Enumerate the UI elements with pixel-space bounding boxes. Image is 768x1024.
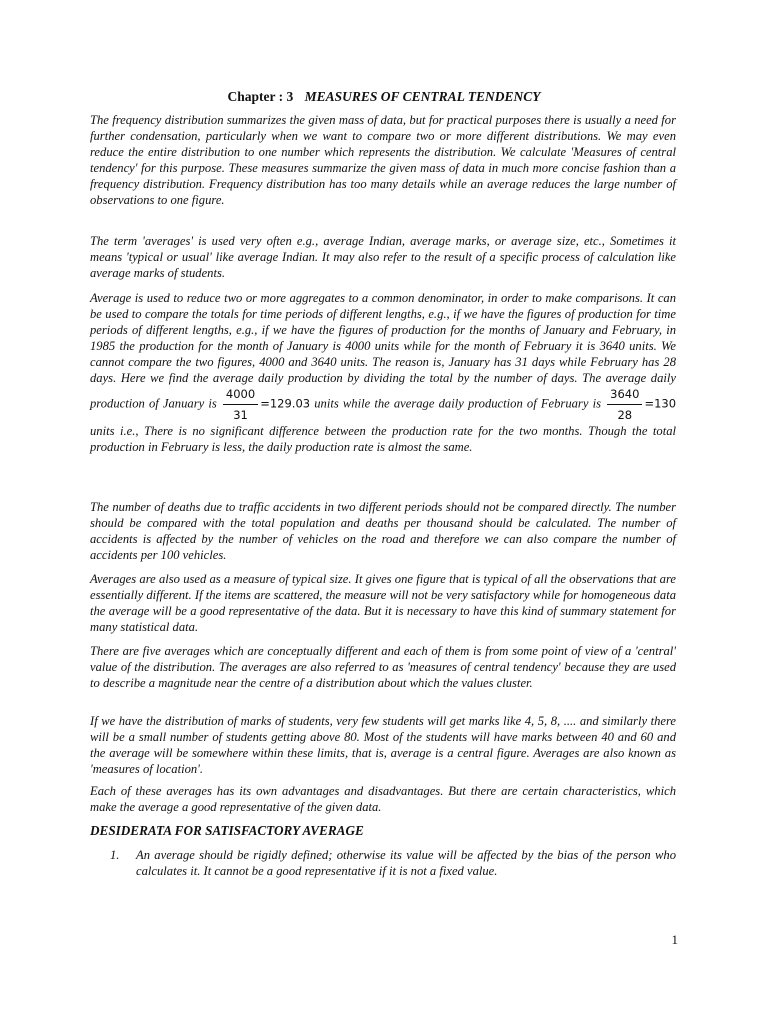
- fraction-february-numerator: 3640: [607, 386, 642, 405]
- paragraph-3-part-c: units i.e., There is no significant difference between the production rate for the two months. Though the total production in February is less, the daily production rate is almost the same.: [90, 424, 676, 454]
- chapter-title-text: MEASURES OF CENTRAL TENDENCY: [304, 89, 541, 104]
- fraction-january-result: =129.03: [260, 396, 311, 411]
- fraction-february-result: =130: [644, 396, 677, 411]
- paragraph-3-part-b: units while the average daily production of February is: [314, 396, 601, 411]
- chapter-title: [0, 89, 768, 105]
- paragraph-3-part-a: Average is used to reduce two or more aggregates to a common denominator, in order to make comparisons. It can be used to compare the totals for time periods of different lengths, e.g., if we have the figures of production for time periods of different lengths, e.g., if we have the figures of production for the months of January and February, in 1985 the production for the month of January is 4000 units while for the month of February it is 3640 units. We cannot compare the two figures, 4000 and 3640 units. The reason is, January has 31 days while February has 28 days. Here we find the average daily production by dividing the total by the number of days. The average daily production of January is: [90, 291, 676, 411]
- paragraph-3: [90, 290, 676, 455]
- fraction-february-denominator: 28: [617, 408, 633, 422]
- fraction-january-numerator: 4000: [223, 386, 258, 405]
- paragraph-7: If we have the distribution of marks of students, very few students will get marks like 4, 5, 8, .... and similarly there will be a small number of students getting above 80. Most of the students will have marks between 40 and 60 and the average will be somewhere within these limits, that is, average is a central figure. Averages are also known as 'measures of location'.: [90, 714, 676, 776]
- fraction-january: [223, 386, 258, 423]
- fraction-february: [607, 386, 642, 423]
- list-item: [110, 847, 676, 879]
- paragraph-8: Each of these averages has its own advantages and disadvantages. But there are certain characteristics, which make the average a good representative of the given data.: [90, 784, 676, 814]
- fraction-january-denominator: 31: [233, 408, 248, 422]
- paragraph-6: There are five averages which are conceptually different and each of them is from some point of view of a 'central' value of the distribution. The averages are also referred to as 'measures of central tendency' because they are used to describe a magnitude near the centre of a distribution about which the values cluster.: [90, 644, 676, 690]
- page-number: 1: [671, 932, 678, 947]
- list-item-number: 1.: [110, 848, 120, 862]
- paragraph-2: The term 'averages' is used very often e.g., average Indian, average marks, or average size, etc., Sometimes it means 'typical or usual' like average Indian. It may also refer to the result of a specific process of calculation like average marks of students.: [90, 234, 676, 280]
- section-heading: DESIDERATA FOR SATISFACTORY AVERAGE: [90, 823, 364, 838]
- paragraph-4: The number of deaths due to traffic accidents in two different periods should not be compared directly. The number should be compared with the total population and deaths per thousand should be calculated. The number of accidents is affected by the number of vehicles on the road and therefore we can also compare the number of accidents per 100 vehicles.: [90, 500, 676, 562]
- list-item-text: An average should be rigidly defined; otherwise its value will be affected by the bias of the person who calculates it. It cannot be a good representative if it is not a fixed value.: [136, 848, 676, 878]
- paragraph-5: Averages are also used as a measure of typical size. It gives one figure that is typical of all the observations that are essentially different. If the items are scattered, the measure will not be very satisfactory while for homogeneous data the average will be a good representative of the data. But it is necessary to have this kind of summary statement for many statistical data.: [90, 572, 676, 634]
- chapter-label: Chapter : 3: [227, 89, 294, 104]
- paragraph-1: The frequency distribution summarizes the given mass of data, but for practical purposes there is usually a need for further condensation, particularly when we want to compare two or more different distributions. We may even reduce the entire distribution to one number which represents the distribution. We calculate 'Measures of central tendency' for this purpose. These measures summarize the given mass of data in much more concise fashion than a frequency distribution. Frequency distribution has too many details while an average reduces the large number of observations to one figure.: [90, 113, 676, 207]
